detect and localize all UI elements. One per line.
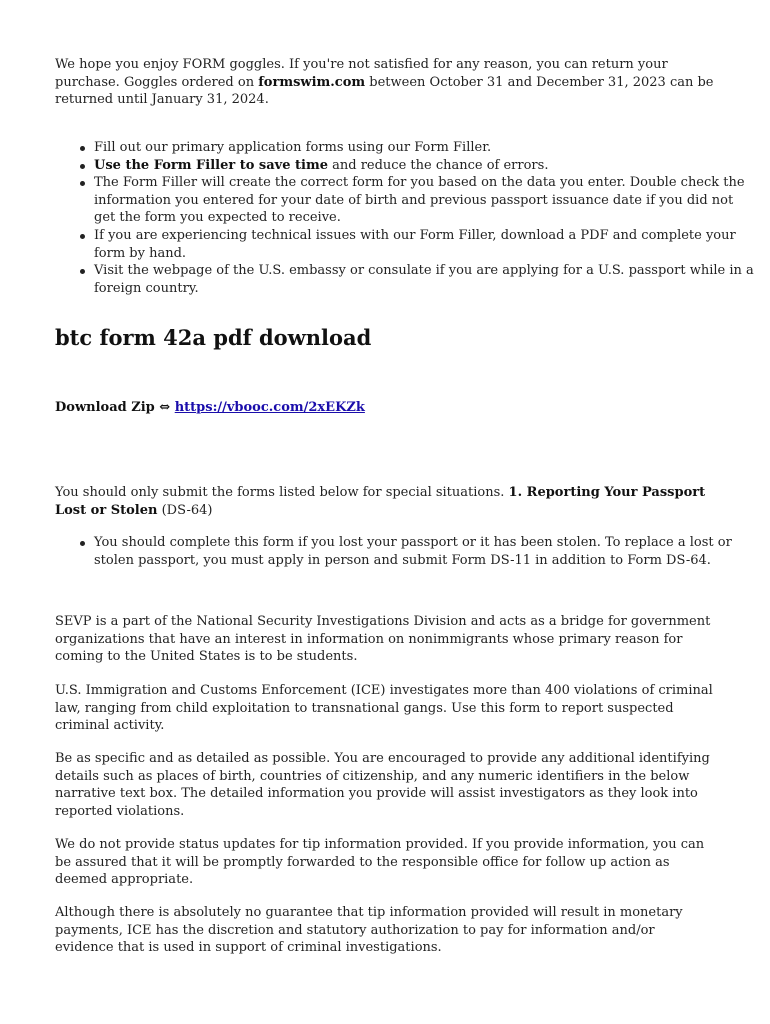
list-item-text: and reduce the chance of errors. <box>327 157 549 173</box>
list-item <box>94 534 756 569</box>
list-item <box>94 139 756 157</box>
special-bold-text: 1. Reporting Your Passport Lost or Stolen <box>55 485 706 518</box>
list-item-text: Visit the webpage of the U.S. embassy or consulate if you are applying for a U.S. passport while in a foreign country. <box>94 263 754 296</box>
special-situations-paragraph <box>55 484 717 519</box>
payment-guarantee-paragraph: Although there is absolutely no guarantee that tip information provided will result in monetary payments, ICE has the discretion and statutory authorization to pay for information and/or evidence that is used in support of criminal investigations. <box>55 905 683 956</box>
form-filler-list <box>55 139 756 297</box>
list-item <box>94 262 756 297</box>
special-form-code: (DS-64) <box>157 502 213 518</box>
list-item-text: You should complete this form if you lost your passport or it has been stolen. To replace a lost or stolen passport, you must apply in person and submit Form DS-11 in addition to Form DS-64. <box>94 535 732 568</box>
list-item <box>94 227 756 262</box>
intro-text-before: We hope you enjoy FORM goggles. If you're not satisfied for any reason, you can return your purchase. Goggles ordered on <box>55 57 668 90</box>
list-item-text: The Form Filler will create the correct form for you based on the data you enter. Double check the information you entered for your date of birth and previous passport issuance date if you did not get the form you expected to receive. <box>94 175 745 226</box>
sevp-paragraph: SEVP is a part of the National Security Investigations Division and acts as a bridge for government organizations that have an interest in information on nonimmigrants whose primary reason for coming to the United States is to be students. <box>55 614 711 665</box>
intro-text-after: between October 31 and December 31, 2023 can be returned until January 31, 2024. <box>55 74 714 108</box>
ice-paragraph: U.S. Immigration and Customs Enforcement (ICE) investigates more than 400 violations of criminal law, ranging from child exploitation to transnational gangs. Use this form to report suspected criminal activity. <box>55 683 713 734</box>
intro-site-name: formswim.com <box>258 74 366 90</box>
list-item-text: Fill out our primary application forms using our Form Filler. <box>94 140 492 155</box>
lost-passport-list <box>55 534 756 569</box>
intro-paragraph <box>55 56 717 109</box>
page-title: btc form 42a pdf download <box>55 325 372 350</box>
download-link[interactable]: https://vbooc.com/2xEKZk <box>174 400 365 415</box>
list-item <box>94 174 756 227</box>
specific-details-paragraph: Be as specific and as detailed as possible. You are encouraged to provide any additional identifying details such as places of birth, countries of citizenship, and any numeric identifiers in the below narrative text box. The detailed information you provide will assist investigators as they look into reported violations. <box>55 751 710 819</box>
status-updates-paragraph: We do not provide status updates for tip information provided. If you provide information, you can be assured that it will be promptly forwarded to the responsible office for follow up action as deemed appropriate. <box>55 837 705 888</box>
special-text: You should only submit the forms listed below for special situations. <box>55 485 509 500</box>
download-label: Download Zip ⇔ <box>55 400 175 415</box>
list-item-text: If you are experiencing technical issues with our Form Filler, download a PDF and complete your form by hand. <box>94 227 736 261</box>
list-item-bold-text: Use the Form Filler to save time <box>94 157 328 173</box>
list-item <box>94 157 756 175</box>
download-line <box>55 399 365 417</box>
